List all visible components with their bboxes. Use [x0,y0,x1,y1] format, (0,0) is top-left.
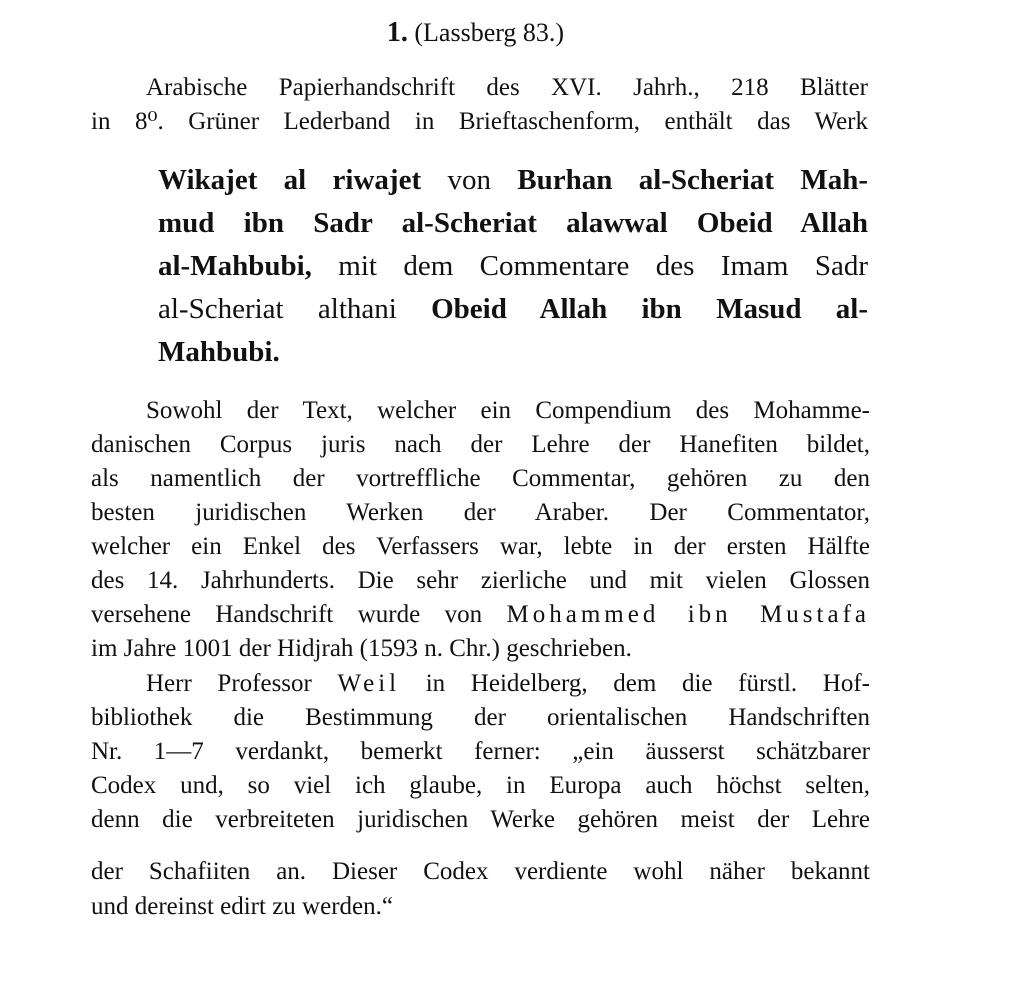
paragraph-line [146,667,870,701]
title-line [158,246,868,286]
line-text: in Heidelberg, dem die fürstl. Hof- [400,670,870,697]
title-line: Mahbubi. [158,336,280,368]
paragraph-line: welcher ein Enkel des Verfassers war, lebte in der ersten Hälfte [91,533,870,560]
intro-line: in 8⁰. Grüner Lederband in Brieftaschenform, enthält das Werk [91,108,868,135]
section-shelfmark: (Lassberg 83.) [414,18,565,47]
intro-line: Arabische Papierhandschrift des XVI. Jahrh., 218 Blätter [146,74,868,101]
title-line: mud ibn Sadr al-Scheriat alawwal Obeid Allah [158,207,868,239]
author-name: al-Mahbubi, [158,250,312,282]
paragraph-line: im Jahre 1001 der Hidjrah (1593 n. Chr.) geschrieben. [91,635,632,662]
author-name: Burhan al-Scheriat Mah- [517,164,868,196]
paragraph-line: besten juridischen Werken der Araber. Der Commentator, [91,499,870,526]
commentator-name: Obeid Allah ibn Masud al- [431,293,868,325]
paragraph-line: als namentlich der vortreffliche Commentar, gehören zu den [91,465,870,492]
title-text: al-Scheriat althani [158,293,432,325]
line-text: Herr Professor [146,670,338,697]
section-heading [0,16,951,50]
paragraph-line: Sowohl der Text, welcher ein Compendium des Mohamme- [146,397,870,424]
paragraph-line: bibliothek die Bestimmung der orientalischen Handschriften [91,704,870,731]
work-title: Wikajet al riwajet [158,164,422,196]
paragraph-line: des 14. Jahrhunderts. Die sehr zierliche und mit vielen Glossen [91,567,870,594]
professor-name: Weil [337,670,401,697]
section-number: 1. [386,17,408,48]
paragraph-line: denn die verbreiteten juridischen Werke gehören meist der Lehre [91,806,870,833]
paragraph-line: der Schafiiten an. Dieser Codex verdiente wohl näher bekannt [91,858,870,885]
paragraph-line: Nr. 1—7 verdankt, bemerkt ferner: „ein äusserst schätzbarer [91,738,870,765]
paragraph-line: und dereinst edirt zu werden.“ [91,893,393,920]
scribe-name: Mohammed ibn Mustafa [506,601,870,628]
paragraph-line: danischen Corpus juris nach der Lehre der Hanefiten bildet, [91,431,870,458]
paragraph-line [91,598,870,632]
line-text: versehene Handschrift wurde von [91,601,507,628]
paragraph-line: Codex und, so viel ich glaube, in Europa auch höchst selten, [91,772,870,799]
title-connector: von [421,164,518,196]
title-line [158,160,868,200]
title-text: mit dem Commentare des Imam Sadr [311,250,868,282]
title-line [158,289,868,329]
